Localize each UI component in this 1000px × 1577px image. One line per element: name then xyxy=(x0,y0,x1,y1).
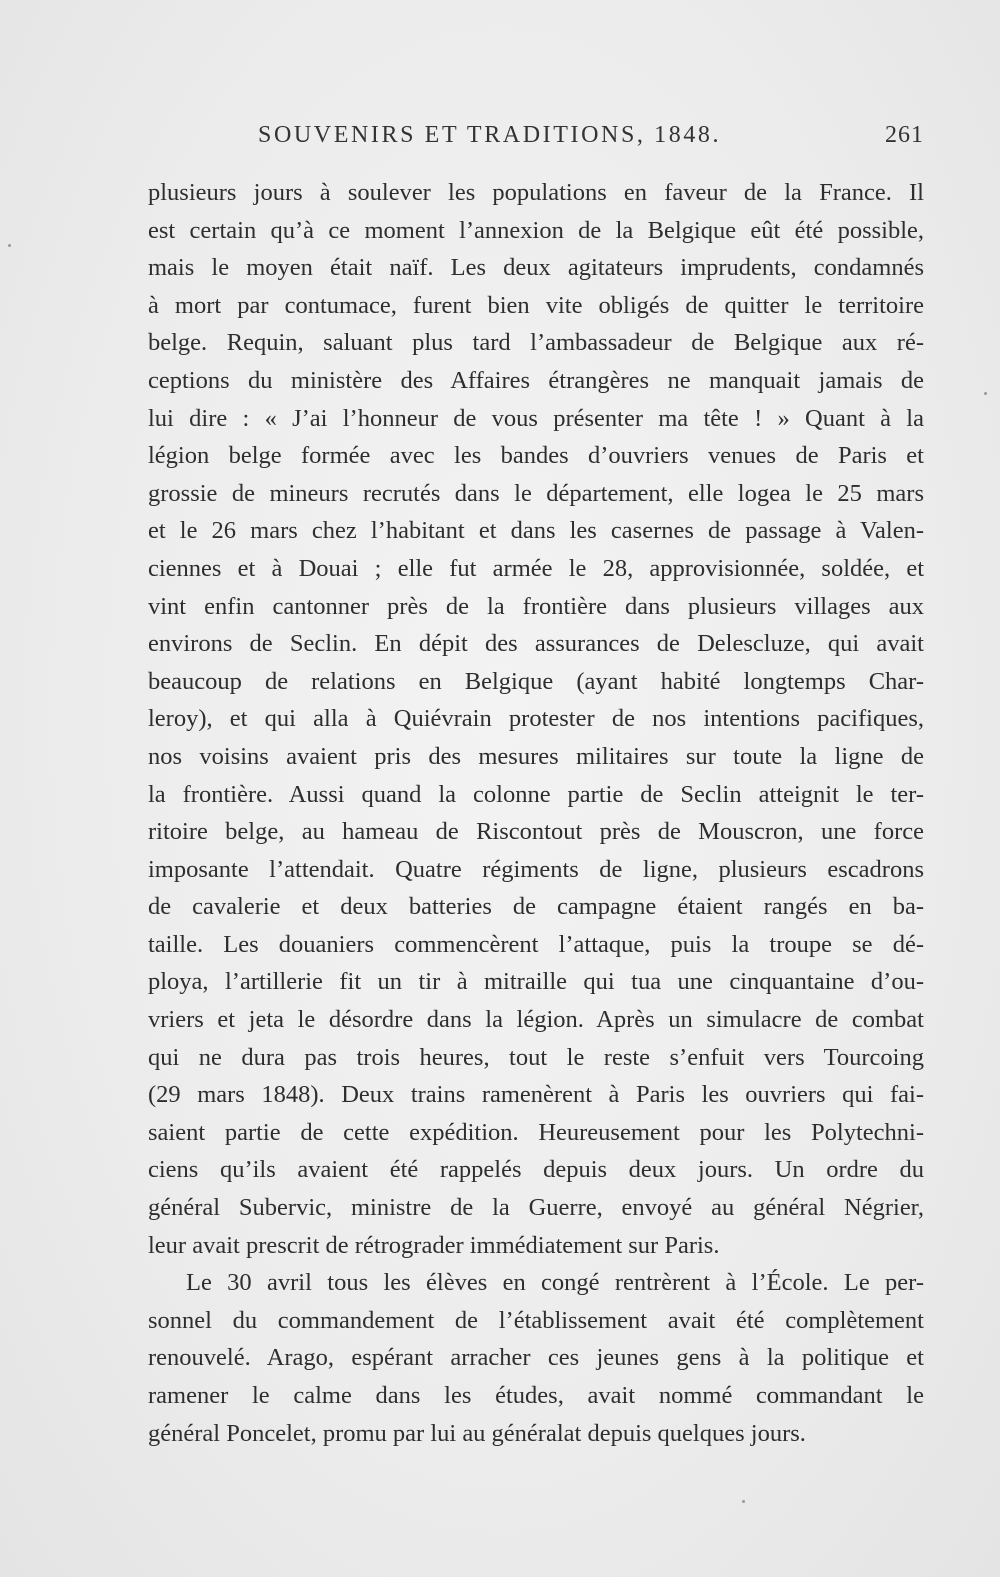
text-line: beaucoup de relations en Belgique (ayant habité longtemps Char- xyxy=(148,667,924,695)
text-line: ciens qu’ils avaient été rappelés depuis deux jours. Un ordre du xyxy=(148,1156,924,1184)
text-line: vriers et jeta le désordre dans la légion. Après un simulacre de combat xyxy=(148,1006,924,1034)
text-line: est certain qu’à ce moment l’annexion de la Belgique eût été possible, xyxy=(148,216,924,244)
text-line: qui ne dura pas trois heures, tout le reste s’enfuit vers Tourcoing xyxy=(148,1043,924,1071)
text-line: légion belge formée avec les bandes d’ouvriers venues de Paris et xyxy=(148,442,924,470)
text-line: lui dire : « J’ai l’honneur de vous présenter ma tête ! » Quant à la xyxy=(148,404,924,432)
paragraph-1 xyxy=(148,174,924,1264)
text-line: général Subervic, ministre de la Guerre, envoyé au général Négrier, xyxy=(148,1194,924,1222)
text-line: à mort par contumace, furent bien vite obligés de quitter le territoire xyxy=(148,291,924,319)
body-text xyxy=(148,174,924,1452)
text-line: ceptions du ministère des Affaires étrangères ne manquait jamais de xyxy=(148,366,924,394)
text-line: environs de Seclin. En dépit des assurances de Delescluze, qui avait xyxy=(148,630,924,658)
text-line: Le 30 avril tous les élèves en congé rentrèrent à l’École. Le per- xyxy=(186,1269,924,1297)
text-line: taille. Les douaniers commencèrent l’attaque, puis la troupe se dé- xyxy=(148,930,924,958)
text-line: (29 mars 1848). Deux trains ramenèrent à Paris les ouvriers qui fai- xyxy=(148,1081,924,1109)
paper-speck xyxy=(8,244,11,247)
page-header xyxy=(148,122,924,156)
paper-speck xyxy=(984,392,987,395)
text-line: nos voisins avaient pris des mesures militaires sur toute la ligne de xyxy=(148,742,924,770)
text-line: renouvelé. Arago, espérant arracher ces jeunes gens à la politique et xyxy=(148,1344,924,1372)
text-line: saient partie de cette expédition. Heureusement pour les Polytechni- xyxy=(148,1118,924,1146)
text-line: la frontière. Aussi quand la colonne partie de Seclin atteignit le ter- xyxy=(148,780,924,808)
text-line: vint enfin cantonner près de la frontière dans plusieurs villages aux xyxy=(148,592,924,620)
paper-speck xyxy=(742,1500,745,1503)
page-number: 261 xyxy=(885,122,924,148)
paragraph-2 xyxy=(148,1264,924,1452)
text-line: mais le moyen était naïf. Les deux agitateurs imprudents, condamnés xyxy=(148,254,924,282)
text-line: leroy), et qui alla à Quiévrain protester de nos intentions pacifiques, xyxy=(148,705,924,733)
text-line: de cavalerie et deux batteries de campagne étaient rangés en ba- xyxy=(148,893,924,921)
text-line: belge. Requin, saluant plus tard l’ambassadeur de Belgique aux ré- xyxy=(148,329,924,357)
text-line: ramener le calme dans les études, avait nommé commandant le xyxy=(148,1382,924,1409)
text-line: ciennes et à Douai ; elle fut armée le 28, approvisionnée, soldée, et xyxy=(148,554,924,582)
text-line: imposante l’attendait. Quatre régiments de ligne, plusieurs escadrons xyxy=(148,855,924,883)
text-line: général Poncelet, promu par lui au généralat depuis quelques jours. xyxy=(148,1419,806,1447)
text-line: grossie de mineurs recrutés dans le département, elle logea le 25 mars xyxy=(148,479,924,507)
text-line: sonnel du commandement de l’établissement avait été complètement xyxy=(148,1306,924,1334)
running-title: SOUVENIRS ET TRADITIONS, 1848. xyxy=(258,122,722,148)
text-line: ploya, l’artillerie fit un tir à mitraille qui tua une cinquantaine d’ou- xyxy=(148,968,924,996)
text-line: leur avait prescrit de rétrograder immédiatement sur Paris. xyxy=(148,1231,720,1259)
text-line: ritoire belge, au hameau de Riscontout près de Mouscron, une force xyxy=(148,818,924,846)
text-line: et le 26 mars chez l’habitant et dans les casernes de passage à Valen- xyxy=(148,517,924,545)
text-line: plusieurs jours à soulever les populations en faveur de la France. Il xyxy=(148,179,924,206)
